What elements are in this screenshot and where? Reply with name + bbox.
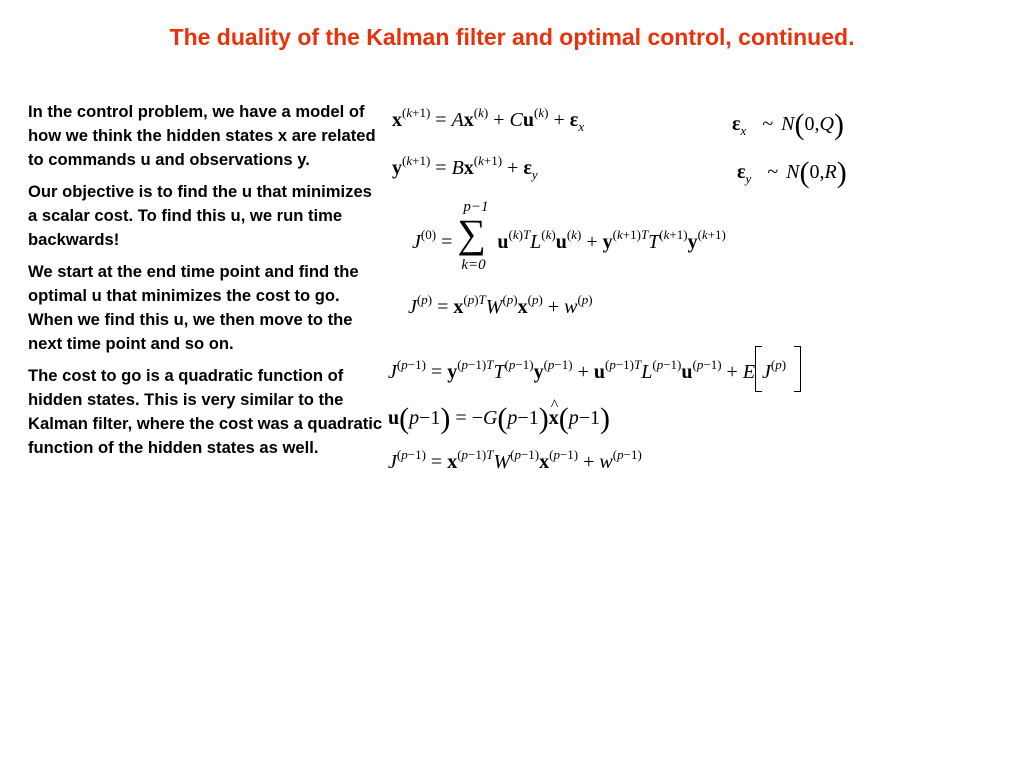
text-column xyxy=(28,100,384,468)
equation-state-noise: $\varepsilon_x$ ~ N(0,Q) xyxy=(732,108,844,141)
equation-state: $x^{(k+1)} = Ax^{(k)} + Cu^{(k)} + \varepsilon_x$ xyxy=(392,105,585,134)
equation-observation: $y^{(k+1)} = Bx^{(k+1)} + \varepsilon_y$ xyxy=(392,153,538,182)
paragraph-model: In the control problem, we have a model of how we think the hidden states x are related to commands u and observations y. xyxy=(28,102,376,169)
equation-quadratic-cost: $J^{(p-1)} = x^{(p-1)T}W^{(p-1)}x^{(p-1)} + w^{(p-1)}$ xyxy=(388,447,642,473)
paragraph-end-time: We start at the end time point and find the optimal u that minimizes the cost to go. When we find this u, we then move to the next time point and so on. xyxy=(28,262,359,353)
equation-control-law: u(p−1) = −G(p−1)^ x(p−1) xyxy=(388,404,610,434)
paragraph-objective: Our objective is to find the u that minimizes a scalar cost. To find this u, we run time backwards! xyxy=(28,182,372,249)
paragraph-cost-to-go: The cost to go is a quadratic function of hidden states. This is very similar to the Kalman filter, where the cost was a quadratic function of the hidden states as well. xyxy=(28,366,383,457)
summation-symbol: ∑ p−1 k=0 xyxy=(457,199,489,273)
equation-terminal-cost: $J^{(p)} = x^{(p)T}W^{(p)}x^{(p)} + w^{(p)}$ xyxy=(408,292,593,318)
equation-total-cost: $J^{(0)}$ = ∑ p−1 k=0 $u^{(k)T}L^{(k)}u^{(k)} + y^{(k+1)T}T^{(k+1)}y^{(k+1)}$ xyxy=(412,199,726,273)
equation-observation-noise: $\varepsilon_y$ ~ N(0,R) xyxy=(737,156,847,189)
equation-cost-to-go: $J^{(p-1)} = y^{(p-1)T}T^{(p-1)}y^{(p-1)} + u^{(p-1)T}L^{(p-1)}u^{(p-1)} + E$ $J^{(p)}$ xyxy=(388,346,801,392)
slide-title: The duality of the Kalman filter and optimal control, continued. xyxy=(169,24,855,50)
